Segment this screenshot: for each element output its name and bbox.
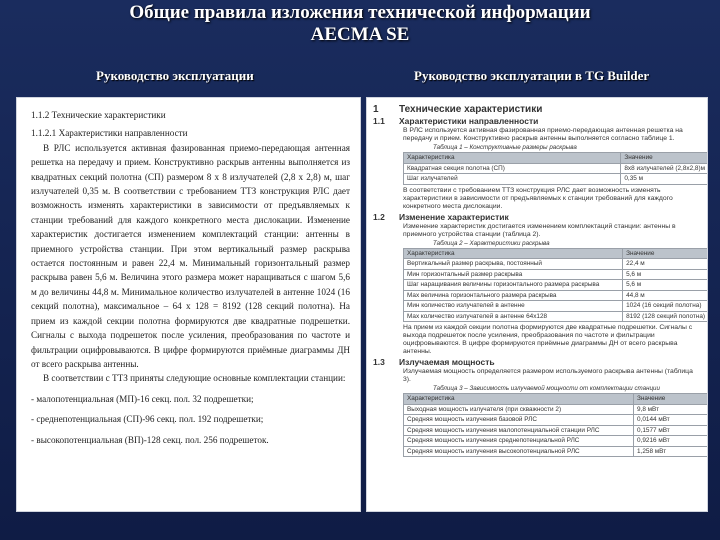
- doc-heading-2: 1.1.2.1 Характеристики направленности: [31, 128, 188, 139]
- section-text: В соответствии с требованием ТТЗ конструкция РЛС дает возможность изменять характеристики в зависимости от предъявляемых к станции требований для каждого конкретного места дислокации.: [403, 186, 673, 210]
- right-document-panel: [366, 97, 708, 512]
- table-cell: Вертикальный размер раскрыва, постоянный: [404, 259, 623, 270]
- table-cell: Квадратная секция полотна (СП): [404, 163, 621, 174]
- table-row: [404, 311, 709, 322]
- table-cell: 8192 (128 секций полотна): [623, 311, 708, 322]
- table-caption: Таблица 3 – Зависимость излучаемой мощности от комплектации станции: [433, 385, 660, 392]
- table-cell: 1024 (16 секций полотна): [623, 301, 708, 312]
- doc-paragraph-2: В соответствии с ТТЗ приняты следующие основные комплектации станции:: [43, 373, 346, 384]
- section-title: Технические характеристики: [399, 104, 543, 115]
- section-number: 1: [373, 104, 379, 115]
- title-line-1: Общие правила изложения технической информации: [129, 2, 591, 23]
- table-1: [403, 152, 708, 185]
- header-cell: Характеристика: [404, 394, 634, 405]
- table-cell: 0,1577 мВт: [634, 425, 709, 436]
- table-header-row: [404, 153, 709, 164]
- table-cell: 44,8 м: [623, 290, 708, 301]
- table-row: [404, 163, 709, 174]
- table-header-row: [404, 248, 709, 259]
- table-cell: 0,35 м: [621, 174, 708, 185]
- table-2: [403, 248, 708, 323]
- table-cell: Средняя мощность излучения среднепотенциальной РЛС: [404, 436, 634, 447]
- section-text: В РЛС используется активная фазированная приемо-передающая антенная решетка на передачу и прием. Конструктивно раскрыв антенны выполняется согласно таблице 1.: [403, 127, 683, 142]
- section-text: На прием из каждой секции полотна формируются две квадратные подрешетки. Сигналы с выхода подрешеток после усиления, преобразования по частоте и фильтрации оцифровываются. В цифре формируются приёмные диаграммы ДН от всего раскрыва антенны.: [403, 324, 693, 355]
- table-3: [403, 393, 708, 457]
- table-header-row: [404, 394, 709, 405]
- left-document-panel: [16, 97, 361, 512]
- slide-title: [0, 2, 720, 46]
- table-cell: 0,9216 мВт: [634, 436, 709, 447]
- section-1-2-heading: [373, 212, 701, 222]
- header-cell: Значение: [621, 153, 708, 164]
- table-row: [404, 269, 709, 280]
- section-1-3-heading: [373, 357, 701, 367]
- doc-list-item: - малопотенциальная (МП)-16 секц. пол. 32 подрешетки;: [31, 393, 254, 404]
- table-row: [404, 415, 709, 426]
- table-cell: Выходная мощность излучателя (при скважности 2): [404, 404, 634, 415]
- table-cell: Средняя мощность излучения малопотенциальной станции РЛС: [404, 425, 634, 436]
- title-line-2: AECMA SE: [310, 24, 410, 45]
- doc-heading-1: 1.1.2 Технические характеристики: [31, 110, 166, 120]
- table-row: [404, 280, 709, 291]
- section-text: Изменение характеристик достигается изменением комплектаций станции: антенны в приемного устройства станции (таблица 2).: [403, 222, 676, 238]
- section-title: Характеристики направленности: [399, 116, 539, 126]
- table-cell: 9,8 мВт: [634, 404, 709, 415]
- section-title: Изменение характеристик: [399, 211, 509, 222]
- table-cell: 8x8 излучателей (2,8x2,8)м: [621, 163, 708, 174]
- table-cell: 5,6 м: [623, 269, 708, 280]
- section-1-heading: [373, 104, 701, 115]
- table-cell: 5,6 м: [623, 280, 708, 291]
- section-number: 1.2: [373, 211, 385, 222]
- header-cell: Значение: [634, 394, 709, 405]
- table-caption: Таблица 2 – Характеристики раскрыва: [433, 239, 550, 247]
- header-cell: Значение: [623, 248, 708, 259]
- table-row: [404, 259, 709, 270]
- table-cell: 1,258 мВт: [634, 446, 709, 457]
- table-row: [404, 436, 709, 447]
- table-cell: Средняя мощность излучения высокопотенциальной РЛС: [404, 446, 634, 457]
- table-cell: Мах величина горизонтального размера раскрыва: [404, 290, 623, 301]
- table-row: [404, 425, 709, 436]
- table-row: [404, 301, 709, 312]
- doc-list-item: - среднепотенциальная (СП)-96 секц. пол. 192 подрешетки;: [31, 414, 264, 425]
- section-text: Излучаемая мощность определяется размером используемого раскрыва антенны (таблица 3).: [403, 368, 693, 383]
- table-cell: 22,4 м: [623, 259, 708, 270]
- table-cell: Мин горизонтальный размер раскрыва: [404, 269, 623, 280]
- section-number: 1.1: [373, 116, 385, 126]
- header-cell: Характеристика: [404, 153, 621, 164]
- doc-paragraph-1: В РЛС используется активная фазированная приемо-передающая антенная решетка на передачу и прием. Конструктивно раскрыв антенны выполняется из квадратных секций полотна (СП) размером 8 x 8 излучателей (2,8 x 2,8) м, шаг излучателей 0,35 м. В соответствии с требованием ТТЗ конструкция РЛС дает возможность изменять характеристики в зависимости от предъявляемых к станции требований для каждого конкретного места дислокации. Изменение характеристик достигается изменением комплектаций станции: антенны в приемного устройства станции. При этом вертикальный размер раскрыва остается постоянным и равен 22,4 м. Минимальный горизонтальный размер раскрыва равен 5,6 м. Величина этого размера может наращиваться с шагом 5,6 м до величины 44,8 м. Минимальное количество излучателей в антенне 1024 (16 секций полотна), максимальное – 64 х 128 = 8192 (128 секций полотна). На прием из каждой секции полотна формируются две квадратные подрешетки. Сигналы с выхода подрешеток после усиления, преобразования по частоте и фильтрации оцифровываются. В цифре формируются приёмные диаграммы ДН от всего раскрыва антенны.: [31, 142, 350, 369]
- table-row: [404, 174, 709, 185]
- right-column-heading: Руководство эксплуатации в TG Builder: [414, 68, 650, 83]
- doc-list-item: - высокопотенциальная (ВП)-128 секц. пол. 256 подрешеток.: [31, 434, 269, 445]
- table-row: [404, 290, 709, 301]
- left-column-heading: Руководство эксплуатации: [96, 68, 254, 83]
- table-caption: Таблица 1 – Конструктивные размеры раскрыва: [433, 144, 577, 151]
- table-row: [404, 446, 709, 457]
- table-cell: Шаг излучателей: [404, 174, 621, 185]
- table-cell: Средняя мощность излучения базовой РЛС: [404, 415, 634, 426]
- header-cell: Характеристика: [404, 248, 623, 259]
- table-cell: 0,0144 мВт: [634, 415, 709, 426]
- section-1-1-heading: [373, 116, 701, 126]
- table-cell: Мин количество излучателей в антенне: [404, 301, 623, 312]
- section-title: Излучаемая мощность: [399, 357, 495, 367]
- table-cell: Мах количество излучателей в антенне 64х128: [404, 311, 623, 322]
- table-cell: Шаг наращивания величины горизонтального размера раскрыва: [404, 280, 623, 291]
- table-row: [404, 404, 709, 415]
- section-number: 1.3: [373, 357, 385, 367]
